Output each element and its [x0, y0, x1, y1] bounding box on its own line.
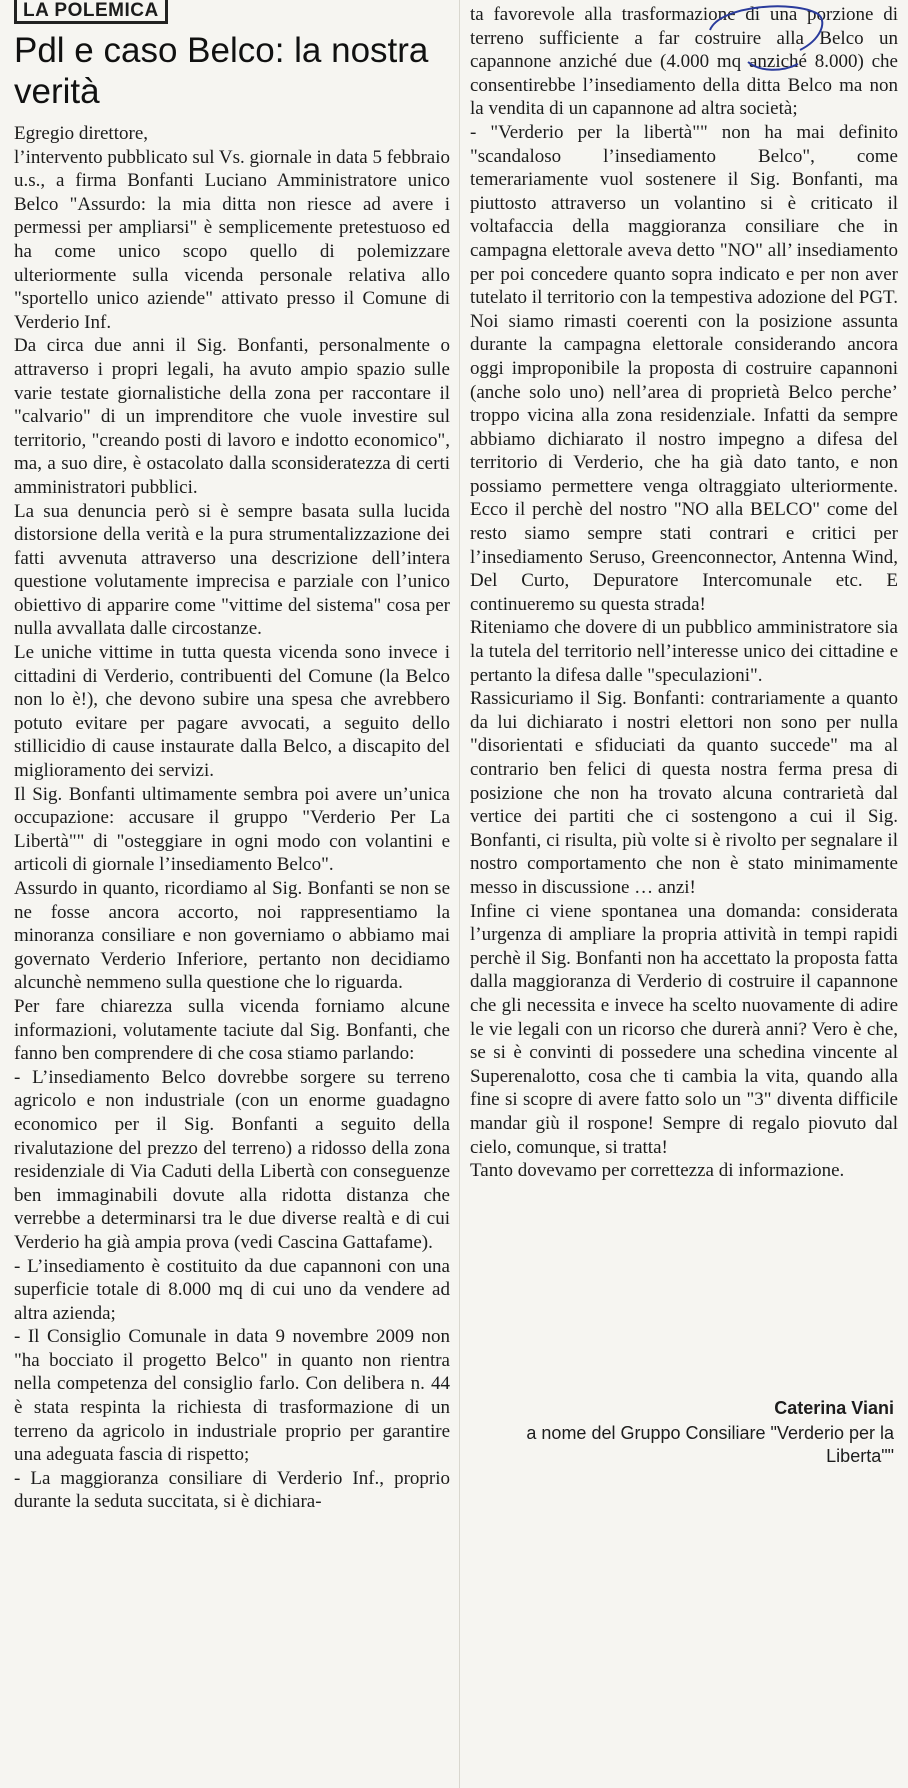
paragraph: Riteniamo che dovere di un pubblico amministratore sia la tutela del territorio nell’interesse unico dei cittadine e pertanto la difesa dalle "speculazioni".: [470, 617, 898, 686]
paragraph: l’intervento pubblicato sul Vs. giornale in data 5 febbraio u.s., a firma Bonfanti Luciano Amministratore unico Belco "Assurdo: la mia ditta non riesce ad avere i permessi per ampliarsi" è semplicemente pretestuoso ed ha come unico scopo quello di polemizzare ulteriormente sulla vicenda personale relativa allo "sportello unico aziende" attivato presso il Comune di Verderio Inf.: [14, 146, 451, 333]
paragraph: Rassicuriamo il Sig. Bonfanti: contrariamente a quanto da lui dichiarato i nostri elettori non sono per nulla "disorientati e sfiduciati da quanto succede" ma al contrario ben felici di questa nostra ferma presa di posizione che non ha trovato alcuna contrarietà dal vertice dei partiti che ci sostengono a cui il Sig. Bonfanti, ci risulta, più volte si è rivolto per segnalare il nostro comportamento che non è stato minimamente messo in discussione … anzi!: [470, 688, 898, 898]
paragraph: - L’insediamento è costituito da due capannoni con una superficie totale di 8.000 mq di cui uno da vendere ad altra azienda;: [14, 1255, 450, 1324]
paragraph: Le uniche vittime in tutta questa vicenda sono invece i cittadini di Verderio, contribuenti del Comune (la Belco non lo è!), che devono subire una spesa che avrebbero potuto evitare per pagare avvocati, a seguito dello stillicidio di cause instaurate dalla Belco, a discapito del miglioramento dei servizi.: [14, 642, 450, 782]
paragraph: Per fare chiarezza sulla vicenda forniamo alcune informazioni, volutamente taciute dal Sig. Bonfanti, che fanno ben comprendere di che cosa stiamo parlando:: [14, 995, 450, 1065]
paragraph: - L’insediamento Belco dovrebbe sorgere su terreno agricolo e non industriale (con un enorme guadagno economico per il Sig. Bonfanti a seguito della rivalutazione del prezzo del terreno) a ridosso della zona residenziale di Via Caduti della Libertà con conseguenze ben immaginabili dovute alla ridotta distanza che verrebbe a determinarsi tra le due diverse realtà e di cui Verderio ha già ampia prova (vedi Cascina Gattafame).: [14, 1066, 450, 1253]
paragraph: Tanto dovevamo per correttezza di informazione.: [470, 1160, 845, 1182]
left-column: [14, 122, 450, 1514]
signature-name: Caterina Viani: [774, 1398, 894, 1418]
article-title: Pdl e caso Belco: la nostra verità: [14, 31, 429, 111]
paragraph: Da circa due anni il Sig. Bonfanti, personalmente o attraverso i propri legali, ha avuto ampio spazio sulle varie testate giornalistiche della zona per raccontare il "calvario" di un imprenditore che vuole investire sul territorio, "creando posti di lavoro e indotto economico", ma, a suo dire, è ostacolato dalla sconsideratezza di certi amministratori pubblici.: [14, 335, 450, 498]
signature-role: a nome del Gruppo Consiliare "Verderio per la Liberta"": [526, 1423, 894, 1466]
paragraph: Il Sig. Bonfanti ultimamente sembra poi avere un’unica occupazione: accusare il gruppo "Verderio Per La Libertà"" di "osteggiare in ogni modo con volantini e articoli di giornale l’insediamento Belco".: [14, 783, 450, 876]
paragraph: Egregio direttore,: [14, 123, 149, 144]
pen-circle-mark: [700, 0, 830, 80]
paragraph: ta favorevole alla trasformazione di una porzione di terreno sufficiente a far costruire alla Belco un capannone anziché due (4.000 mq anziché 8.000) che consentirebbe l’insediamento della ditta Belco ma non la vendita di un capannone ad altra società;: [470, 4, 898, 120]
column-divider: [459, 0, 460, 1788]
paragraph: La sua denuncia però si è sempre basata sulla lucida distorsione della verità e la pura strumentalizzazione dei fatti avvenuta attraverso una descrizione dell’intera questione volutamente imprecisa e parziale con l’unico obiettivo di apparire come "vittime del sistema" cosa per nulla avvallata dalle circostanze.: [14, 500, 450, 640]
paragraph: Infine ci viene spontanea una domanda: considerata l’urgenza di ampliare la propria attività in tempi rapidi perchè il Sig. Bonfanti non ha accettato la proposta fatta dalla maggioranza di Verderio di costruire il capannone che gli necessita e invece ha scelto nuovamente di adire le vie legali con un ricorso che durerà anni? Vero è che, se si è convinti di possedere una schedina vincente al Superenalotto, cosa che ti cambia la vita, quando alla fine si scopre di avere fatto solo un "3" diventa difficile mandar giù il rospone! Sempre di regalo piovuto dal cielo, comunque, si tratta!: [470, 900, 898, 1158]
paragraph: - La maggioranza consiliare di Verderio Inf., proprio durante la seduta succitata, si è dichiara-: [14, 1467, 450, 1513]
section-kicker: LA POLEMICA: [14, 0, 168, 24]
paragraph: - "Verderio per la libertà"" non ha mai definito "scandaloso l’insediamento Belco", come temerariamente vuol sostenere il Sig. Bonfanti, ma piuttosto attraverso un volantino si è criticato il voltafaccia della maggioranza consiliare che in campagna elettorale aveva detto "NO" all’ insediamento per poi concedere quanto sopra indicato e per non aver tutelato il territorio con la tempestiva adozione del PGT. Noi siamo rimasti coerenti con la posizione assunta durante la campagna elettorale considerando ancora oggi improponibile la proposta di costruire capannoni (anche solo uno) nell’area di proprietà Belco perche’ troppo vicina alla zona residenziale. Infatti da sempre abbiamo dichiarato il nostro impegno a difesa del territorio di Verderio, che ha già dato tanto, e non possiamo permettere venga oltraggiato ulteriormente. Ecco il perchè del nostro "NO alla BELCO" come del resto siamo sempre stati contrari e critici per l’insediamento Seruso, Greenconnector, Antenna Wind, Del Curto, Depuratore Intercomunale etc. E continueremo su questa strada!: [470, 121, 898, 615]
paragraph: Assurdo in quanto, ricordiamo al Sig. Bonfanti se non se ne fosse ancora accorto, noi rappresentiamo la minoranza consiliare e non governiamo o abbiamo mai governato Verderio Inferiore, pertanto non decidiamo alcunchè nemmeno sulla questione che lo riguarda.: [14, 878, 450, 994]
paragraph: - Il Consiglio Comunale in data 9 novembre 2009 non "ha bocciato il progetto Belco" in quanto non rientra nella competenza del consiglio farlo. Con delibera n. 44 è stata respinta la richiesta di trasformazione di un terreno da agricolo in industriale proprio per garantire una adeguata fascia di rispetto;: [14, 1326, 450, 1466]
right-column: [470, 3, 898, 1183]
